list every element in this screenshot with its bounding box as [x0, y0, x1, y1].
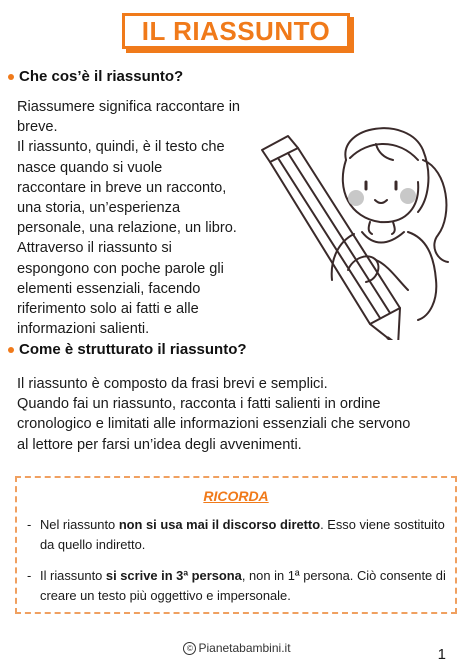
dash-bullet: - — [27, 517, 32, 532]
copyright-icon: © — [183, 642, 196, 655]
note1-text-pre: Nel riassunto — [40, 517, 119, 532]
dash-bullet: - — [27, 568, 32, 583]
section1-line: personale, una relazione, un libro. — [17, 220, 237, 237]
bullet-icon — [8, 347, 14, 353]
note1-text-bold: non si usa mai il discorso diretto — [118, 517, 321, 532]
bullet-icon — [8, 74, 14, 80]
section2-line: al lettore per farsi un’idea degli avvenimenti. — [17, 436, 302, 453]
page-number: 1 — [437, 646, 446, 663]
section1-line: elementi essenziali, facendo — [17, 280, 201, 297]
section1-line: Il riassunto, quindi, è il testo che — [17, 139, 225, 156]
ricorda-note-third-person — [27, 566, 447, 605]
section-heading-structure-text: Come è strutturato il riassunto? — [19, 341, 247, 358]
cheek-right — [400, 188, 416, 204]
section1-line: nasce quando si vuole — [17, 159, 163, 176]
section-heading-structure — [8, 341, 247, 358]
section-heading-what-text: Che cos’è il riassunto? — [19, 68, 184, 85]
section2-line: Quando fai un riassunto, racconta i fatti salienti in ordine — [17, 396, 381, 413]
cheek-left — [348, 190, 364, 206]
section1-paragraph — [17, 97, 267, 339]
section2-paragraph — [17, 374, 457, 455]
section1-line: raccontare in breve un racconto, — [17, 179, 227, 196]
section1-line: espongono con poche parole gli — [17, 260, 224, 277]
page-title-box — [122, 13, 350, 49]
section2-line: Il riassunto è composto da frasi brevi e semplici. — [17, 376, 328, 392]
section1-line: Attraverso il riassunto si — [17, 240, 172, 257]
ricorda-box — [15, 476, 457, 614]
section1-line: una storia, un’esperienza — [17, 200, 181, 217]
note2-text-post: , non in 1ª persona. Ciò consente di creare un testo più oggettivo e impersonale. — [40, 568, 446, 603]
ricorda-title: RICORDA — [203, 488, 269, 504]
section1-line: riferimento solo ai fatti e alle — [17, 301, 199, 318]
note2-text-bold: si scrive in 3ª persona — [105, 568, 242, 583]
page-title: IL RIASSUNTO — [141, 15, 331, 46]
section1-line: Riassumere significa raccontare in breve. — [17, 99, 241, 136]
footer-credit — [0, 641, 474, 655]
section2-line: cronologico e limitati alle informazioni essenziali che servono — [17, 416, 411, 433]
note2-text-pre: Il riassunto — [40, 568, 106, 583]
footer-site: Pianetabambini.it — [198, 641, 291, 655]
section-heading-what — [8, 68, 183, 85]
note1-text-post: . Esso viene sostituito da quello indiretto. — [40, 517, 445, 552]
girl-with-pencil-illustration — [258, 120, 458, 340]
ricorda-note-direct-speech — [27, 515, 447, 554]
section1-line: informazioni salienti. — [17, 321, 150, 338]
